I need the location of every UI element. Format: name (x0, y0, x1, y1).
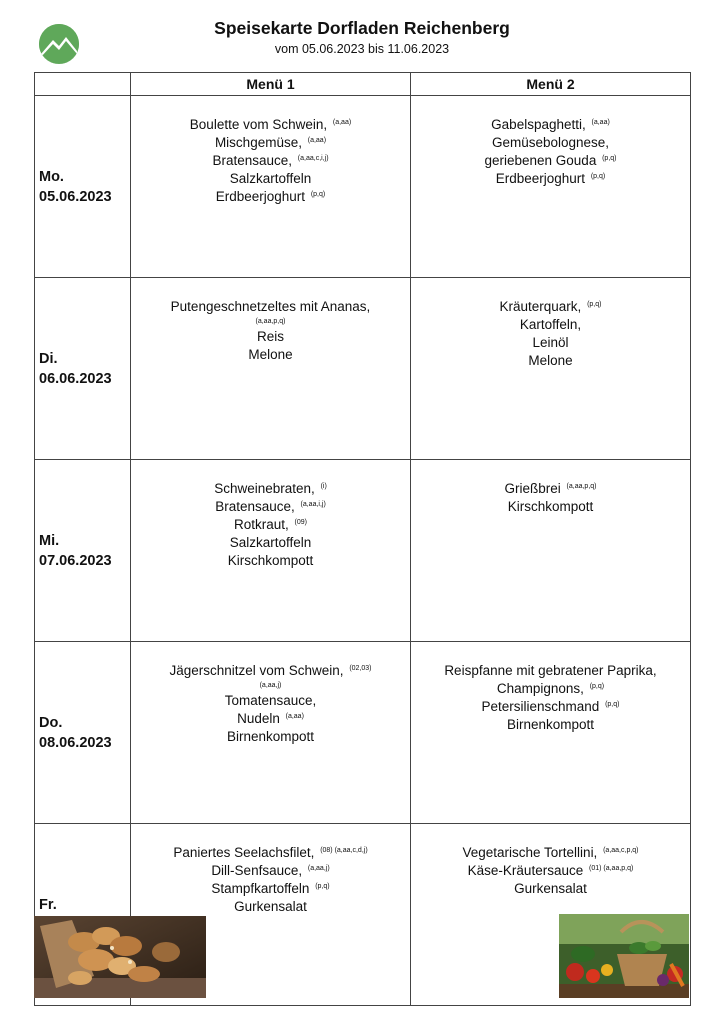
dish-line (411, 844, 690, 862)
dish-line (131, 188, 410, 206)
dish-name: Gurkensalat (234, 899, 307, 914)
dish-line (411, 316, 690, 334)
day-cell (35, 642, 131, 824)
menu2-cell (411, 96, 691, 278)
day-name: Mi. (39, 532, 60, 549)
dish-name: Salzkartoffeln (229, 171, 312, 186)
dish-line (131, 346, 410, 364)
allergen-code: (i) (320, 483, 327, 490)
allergen-code: (p,q) (602, 155, 617, 162)
dish-line (131, 662, 410, 680)
dish-line: (a,aa,p,q) (255, 318, 286, 325)
dish-line (131, 534, 410, 552)
bread-photo (34, 916, 206, 998)
allergen-code: (a,aa,c,p,q) (603, 847, 639, 854)
dish-name: Gemüsebolognese, (491, 135, 610, 150)
dish-line (411, 334, 690, 352)
allergen-code: (a,aa,p,q) (566, 483, 597, 490)
dish-name: Erdbeerjoghurt (215, 189, 306, 204)
allergen-code: (p,q) (605, 701, 620, 708)
dish-line (411, 862, 690, 880)
dish-line (131, 898, 410, 916)
allergen-code: (a,aa,j) (307, 865, 330, 872)
dish-name: Tomatensauce, (224, 693, 317, 708)
dish-line (411, 152, 690, 170)
allergen-code: (p,q) (315, 883, 330, 890)
dish-name: Rotkraut, (234, 517, 289, 532)
dish-line (411, 716, 690, 734)
dish-line (131, 498, 410, 516)
dish-line (131, 480, 410, 498)
dish-line (411, 134, 690, 152)
dish-line (131, 710, 410, 728)
dish-line (131, 552, 410, 570)
allergen-code: (08) (a,aa,c,d,j) (320, 847, 368, 854)
dish-name: Reispfanne mit gebratener Paprika, (444, 663, 657, 678)
dish-name: Melone (528, 353, 573, 368)
dish-name: Käse-Kräutersauce (467, 863, 584, 878)
dish-name: Boulette vom Schwein, (189, 117, 328, 132)
day-name: Di. (39, 350, 58, 367)
dish-line (131, 844, 410, 862)
dish-name: Vegetarische Tortellini, (462, 845, 598, 860)
dish-line (131, 880, 410, 898)
day-row (35, 278, 691, 460)
allergen-code: (a,aa,c,i,j) (297, 155, 329, 162)
menu-table (34, 72, 691, 1006)
dish-line (411, 352, 690, 370)
day-date: 05.06.2023 (39, 188, 112, 205)
day-date: 07.06.2023 (39, 552, 112, 569)
dish-name: Kirschkompott (227, 553, 314, 568)
menu1-cell (131, 642, 411, 824)
dish-name: Kartoffeln, (519, 317, 582, 332)
dish-name: Kräuterquark, (499, 299, 582, 314)
corner-cell (35, 73, 131, 96)
dish-line (411, 662, 690, 680)
dish-name: Mischgemüse, (214, 135, 302, 150)
allergen-code: (a,aa) (307, 137, 327, 144)
dish-line (131, 862, 410, 880)
dish-name: Reis (256, 329, 284, 344)
day-cell (35, 460, 131, 642)
dish-name: Birnenkompott (506, 717, 595, 732)
dish-name: Paniertes Seelachsfilet, (173, 845, 315, 860)
dish-name: Gurkensalat (514, 881, 587, 896)
dish-line: (a,aa,j) (259, 682, 282, 689)
dish-name: Champignons, (496, 681, 584, 696)
day-name: Do. (39, 714, 63, 731)
allergen-code: (09) (294, 519, 307, 526)
allergen-code: (p,q) (590, 173, 606, 180)
dish-name: Putengeschnetzeltes mit Ananas, (170, 299, 371, 314)
dish-line (411, 698, 690, 716)
menu1-cell (131, 278, 411, 460)
dish-name: Schweinebraten, (214, 481, 315, 496)
menu2-cell (411, 460, 691, 642)
dish-line (411, 116, 690, 134)
day-date: 06.06.2023 (39, 370, 112, 387)
dish-line (131, 692, 410, 710)
menu1-cell (131, 460, 411, 642)
allergen-code: (a,aa) (591, 119, 610, 126)
allergen-code: (a,aa) (285, 713, 304, 720)
dish-name: Erdbeerjoghurt (495, 171, 586, 186)
day-name: Fr. (39, 896, 57, 913)
dish-line (411, 480, 690, 498)
vegetables-basket-photo (559, 914, 689, 998)
dish-name: Bratensauce, (215, 499, 295, 514)
page-title: Speisekarte Dorfladen Reichenberg (214, 18, 510, 38)
dish-name: Kirschkompott (507, 499, 594, 514)
dish-line (131, 170, 410, 188)
dish-name: Melone (248, 347, 293, 362)
dish-name: Grießbrei (504, 481, 561, 496)
dish-name: Gabelspaghetti, (491, 117, 586, 132)
dish-line (411, 170, 690, 188)
allergen-code: (p,q) (310, 191, 326, 198)
column-header-menu1: Menü 1 (131, 73, 411, 96)
dish-name: Leinöl (532, 335, 569, 350)
day-name: Mo. (39, 168, 64, 185)
day-date: 08.06.2023 (39, 734, 112, 751)
dish-line (411, 680, 690, 698)
day-cell (35, 96, 131, 278)
allergen-code: (02,03) (349, 665, 372, 672)
allergen-code: (p,q) (589, 683, 605, 690)
dish-name: Nudeln (237, 711, 280, 726)
day-row (35, 460, 691, 642)
day-row (35, 96, 691, 278)
allergen-code: (01) (a,aa,p,q) (588, 865, 634, 872)
allergen-code: (p,q) (587, 301, 602, 308)
header-row (35, 73, 691, 96)
date-range: vom 05.06.2023 bis 11.06.2023 (274, 42, 450, 56)
dish-line (411, 880, 690, 898)
dish-line (131, 298, 410, 316)
allergen-code: (a,aa,i,j) (300, 501, 326, 508)
dish-line (131, 728, 410, 746)
dish-line (131, 152, 410, 170)
dish-name: Stampfkartoffeln (211, 881, 310, 896)
dish-name: Dill-Senfsauce, (211, 863, 303, 878)
dish-line (411, 298, 690, 316)
dish-line (131, 516, 410, 534)
dish-line (411, 498, 690, 516)
dish-line (131, 134, 410, 152)
allergen-code: (a,aa) (332, 119, 352, 126)
dish-line (131, 116, 410, 134)
day-row (35, 642, 691, 824)
dish-name: Birnenkompott (226, 729, 315, 744)
day-cell (35, 278, 131, 460)
dish-name: Salzkartoffeln (229, 535, 312, 550)
dish-name: Petersilienschmand (481, 699, 600, 714)
dish-name: geriebenen Gouda (484, 153, 597, 168)
menu2-cell (411, 278, 691, 460)
dish-name: Jägerschnitzel vom Schwein, (169, 663, 344, 678)
menu2-cell (411, 642, 691, 824)
dish-line (131, 328, 410, 346)
menu1-cell (131, 96, 411, 278)
column-header-menu2: Menü 2 (411, 73, 691, 96)
dish-name: Bratensauce, (212, 153, 293, 168)
